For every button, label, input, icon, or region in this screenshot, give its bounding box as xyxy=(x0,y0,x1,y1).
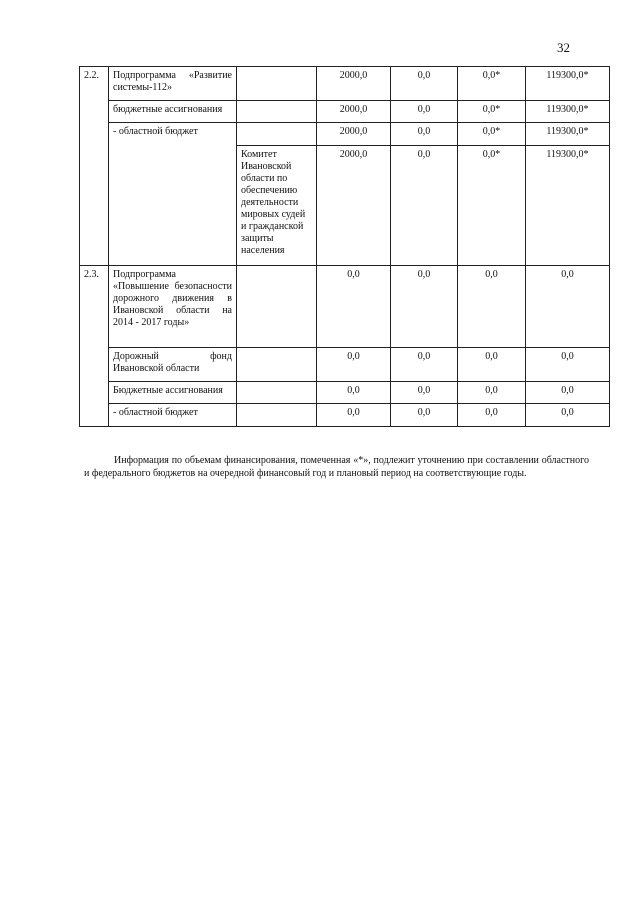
table-row xyxy=(80,101,610,123)
row-value: 119300,0* xyxy=(526,67,610,101)
row-value: 0,0 xyxy=(391,101,458,123)
row-name: Дорожный фонд Ивановской области xyxy=(109,348,237,382)
row-executor xyxy=(237,67,317,101)
row-number: 2.2. xyxy=(80,67,109,101)
row-number-empty xyxy=(80,348,109,382)
row-executor xyxy=(237,404,317,427)
row-name: - областной бюджет xyxy=(109,123,237,146)
row-executor: Комитет Ивановской области по обеспечению деятельности мировых судей и гражданской защиты населения xyxy=(237,146,317,266)
row-value: 0,0 xyxy=(317,348,391,382)
row-value: 0,0 xyxy=(391,123,458,146)
row-value: 0,0 xyxy=(526,404,610,427)
row-value: 0,0 xyxy=(317,404,391,427)
row-value: 0,0* xyxy=(458,123,526,146)
row-executor xyxy=(237,101,317,123)
row-value: 0,0 xyxy=(317,382,391,404)
row-value: 119300,0* xyxy=(526,101,610,123)
row-value: 0,0 xyxy=(458,348,526,382)
row-name: Подпрограмма «Повышение безопасности дорожного движения в Ивановской области на 2014 - 2017 годы» xyxy=(109,266,237,348)
table-row xyxy=(80,266,610,348)
table-row xyxy=(80,382,610,404)
row-value: 2000,0 xyxy=(317,67,391,101)
row-value: 0,0 xyxy=(317,266,391,348)
row-number-empty xyxy=(80,123,109,146)
row-number-empty xyxy=(80,146,109,266)
row-executor xyxy=(237,123,317,146)
row-value: 0,0 xyxy=(391,382,458,404)
row-value: 0,0 xyxy=(526,348,610,382)
table-row xyxy=(80,67,610,101)
row-executor xyxy=(237,382,317,404)
row-name: бюджетные ассигнования xyxy=(109,101,237,123)
row-name xyxy=(109,146,237,266)
row-name: Подпрограмма «Развитие системы-112» xyxy=(109,67,237,101)
table-row xyxy=(80,146,610,266)
row-value: 119300,0* xyxy=(526,146,610,266)
footnote: Информация по объемам финансирования, помеченная «*», подлежит уточнению при составлении областного и федерального бюджетов на очередной финансовый год и плановый период на соответствующие годы. xyxy=(84,455,589,479)
row-value: 2000,0 xyxy=(317,101,391,123)
row-value: 0,0 xyxy=(391,404,458,427)
row-name: Бюджетные ассигнования xyxy=(109,382,237,404)
row-executor xyxy=(237,348,317,382)
row-value: 0,0 xyxy=(391,348,458,382)
page-number: 32 xyxy=(557,40,570,55)
table-row xyxy=(80,348,610,382)
row-value: 0,0 xyxy=(391,67,458,101)
financing-table xyxy=(79,66,610,427)
row-value: 0,0 xyxy=(458,404,526,427)
row-number-empty xyxy=(80,404,109,427)
row-name: - областной бюджет xyxy=(109,404,237,427)
row-executor xyxy=(237,266,317,348)
row-number: 2.3. xyxy=(80,266,109,348)
row-value: 2000,0 xyxy=(317,146,391,266)
row-value: 0,0* xyxy=(458,67,526,101)
row-value: 2000,0 xyxy=(317,123,391,146)
row-number-empty xyxy=(80,101,109,123)
row-value: 0,0 xyxy=(526,382,610,404)
row-number-empty xyxy=(80,382,109,404)
row-value: 0,0* xyxy=(458,146,526,266)
row-value: 0,0 xyxy=(391,266,458,348)
row-value: 0,0 xyxy=(391,146,458,266)
row-value: 0,0 xyxy=(458,382,526,404)
table-row xyxy=(80,404,610,427)
row-value: 0,0 xyxy=(526,266,610,348)
row-value: 0,0* xyxy=(458,101,526,123)
row-value: 119300,0* xyxy=(526,123,610,146)
row-value: 0,0 xyxy=(458,266,526,348)
table-row xyxy=(80,123,610,146)
